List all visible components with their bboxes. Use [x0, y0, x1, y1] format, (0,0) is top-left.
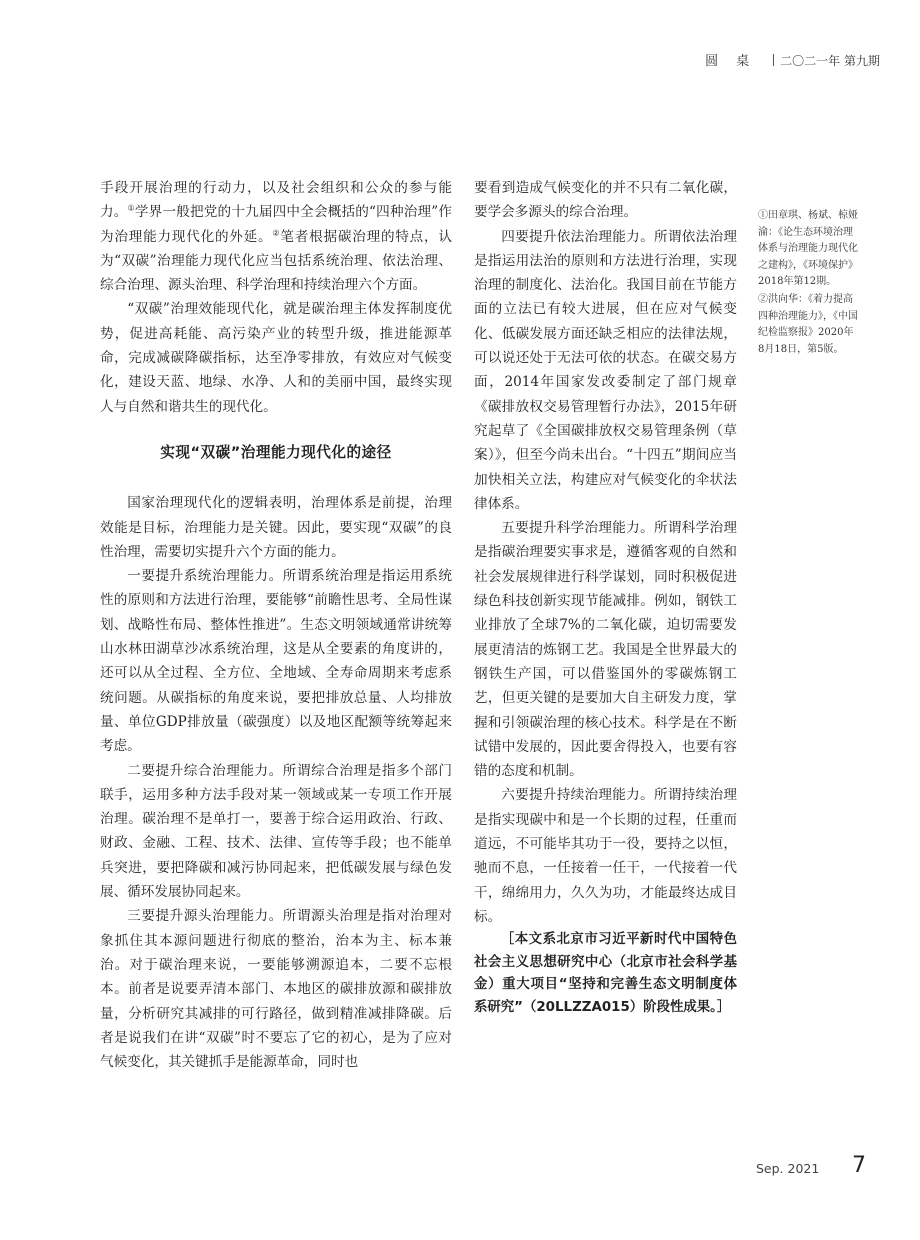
magazine-column-name: 圆桌	[705, 54, 768, 69]
page-number: 7	[852, 1153, 866, 1178]
footnote-ref-2[interactable]: ②	[272, 228, 281, 238]
footnote-2: ②洪向华：《着力提高四种治理能力》，《中国纪检监察报》2020年8月18日，第5版。	[758, 293, 858, 355]
paragraph: 手段开展治理的行动力，以及社会组织和公众的参与能力。①学界一般把党的十九届四中全会概括的“四种治理”作为治理能力现代化的外延。②笔者根据碳治理的特点，认为“双碳”治理能力现代化应当包括系统治理、依法治理、综合治理、源头治理、科学治理和持续治理六个方面。	[100, 180, 453, 294]
running-header	[705, 50, 880, 69]
paragraph: 二要提升综合治理能力。所谓综合治理是指多个部门联手，运用多种方法手段对某一领域或某一专项工作开展治理。碳治理不是单打一，要善于综合运用政治、行政、财政、金融、工程、技术、法律、宣传等手段；也不能单兵突进，要把降碳和减污协同起来，把低碳发展与绿色发展、循环发展协同起来。	[100, 762, 452, 901]
issue-label: 二〇二一年 第九期	[780, 54, 880, 68]
paragraph: 三要提升源头治理能力。所谓源头治理是指对治理对象抓住其本源问题进行彻底的整治，治本为主、标本兼治。对于碳治理来说，一要能够溯源追本，二要不忘根本。前者是说要弄清本部门、本地区的碳排放源和碳排放量，分析研究其减排的可行路径，做到精准减排降碳。后者是说我们在讲“双碳”时不要忘了它的初心，是为了应对气候变化，其关键抓手是能源革命，同时也	[100, 908, 452, 1071]
paragraph: 四要提升依法治理能力。所谓依法治理是指运用法治的原则和方法进行治理，实现治理的制度化、法治化。我国目前在节能方面的立法已有较大进展，但在应对气候变化、低碳发展方面还缺乏相应的法律法规，可以说还处于无法可依的状态。在碳交易方面，2014年国家发改委制定了部门规章《碳排放权交易管理暂行办法》，2015年研究起草了《全国碳排放权交易管理条例（草案）》，但至今尚未出台。“十四五”期间应当加快相关立法，构建应对气候变化的伞状法律体系。	[474, 228, 737, 512]
paragraph: 六要提升持续治理能力。所谓持续治理是指实现碳中和是一个长期的过程，任重而道远，不可能毕其功于一役，要持之以恒，驰而不息，一任接着一任干，一代接着一代干，绵绵用力，久久为功，才能最终达成目标。	[474, 787, 737, 925]
acknowledgement-note: ［本文系北京市习近平新时代中国特色社会主义思想研究中心（北京市社会科学基金）重大项目“坚持和完善生态文明制度体系研究”（20LLZZA015）阶段性成果。］	[474, 932, 737, 1015]
text-column-left	[100, 176, 452, 1074]
paragraph: 五要提升科学治理能力。所谓科学治理是指碳治理要实事求是，遵循客观的自然和社会发展规律进行科学谋划，同时积极促进绿色科技创新实现节能减排。例如，钢铁工业排放了全球7%的二氧化碳，迫切需要发展更清洁的炼钢工艺。我国是全世界最大的钢铁生产国，可以借鉴国外的零碳炼钢工艺，但更关键的是要加大自主研发力度，掌握和引领碳治理的核心技术。科学是在不断试错中发展的，因此要舍得投入，也要有容错的态度和机制。	[474, 520, 737, 780]
margin-footnotes	[758, 208, 858, 359]
paragraph: 国家治理现代化的逻辑表明，治理体系是前提，治理效能是目标，治理能力是关键。因此，要实现“双碳”的良性治理，需要切实提升六个方面的能力。	[100, 495, 452, 560]
paragraph: 一要提升系统治理能力。所谓系统治理是指运用系统性的原则和方法进行治理，要能够“前瞻性思考、全局性谋划、战略性布局、整体性推进”。生态文明领域通常讲统筹山水林田湖草沙冰系统治理，这是从全要素的角度讲的，还可以从全过程、全方位、全地域、全寿命周期来考虑系统问题。从碳指标的角度来说，要把排放总量、人均排放量、单位GDP排放量（碳强度）以及地区配额等统筹起来考虑。	[100, 568, 452, 755]
footnote-ref-1[interactable]: ①	[127, 203, 135, 213]
section-heading: 实现“双碳”治理能力现代化的途径	[160, 443, 392, 461]
paragraph: “双碳”治理效能现代化，就是碳治理主体发挥制度优势，促进高耗能、高污染产业的转型升级，推进能源革命，完成减碳降碳指标，达至净零排放，有效应对气候变化，建设天蓝、地绿、水净、人和的美丽中国，最终实现人与自然和谐共生的现代化。	[100, 301, 452, 415]
paragraph: 要看到造成气候变化的并不只有二氧化碳，要学会多源头的综合治理。	[474, 180, 737, 221]
header-divider	[773, 54, 774, 66]
footer-date: Sep. 2021	[756, 1161, 820, 1176]
text-column-right	[474, 176, 737, 1019]
footnote-1: ①田章琪、杨斌、椋娅淪：《论生态环境治理体系与治理能力现代化之建构》，《环境保护》2018年第12期。	[758, 210, 858, 288]
